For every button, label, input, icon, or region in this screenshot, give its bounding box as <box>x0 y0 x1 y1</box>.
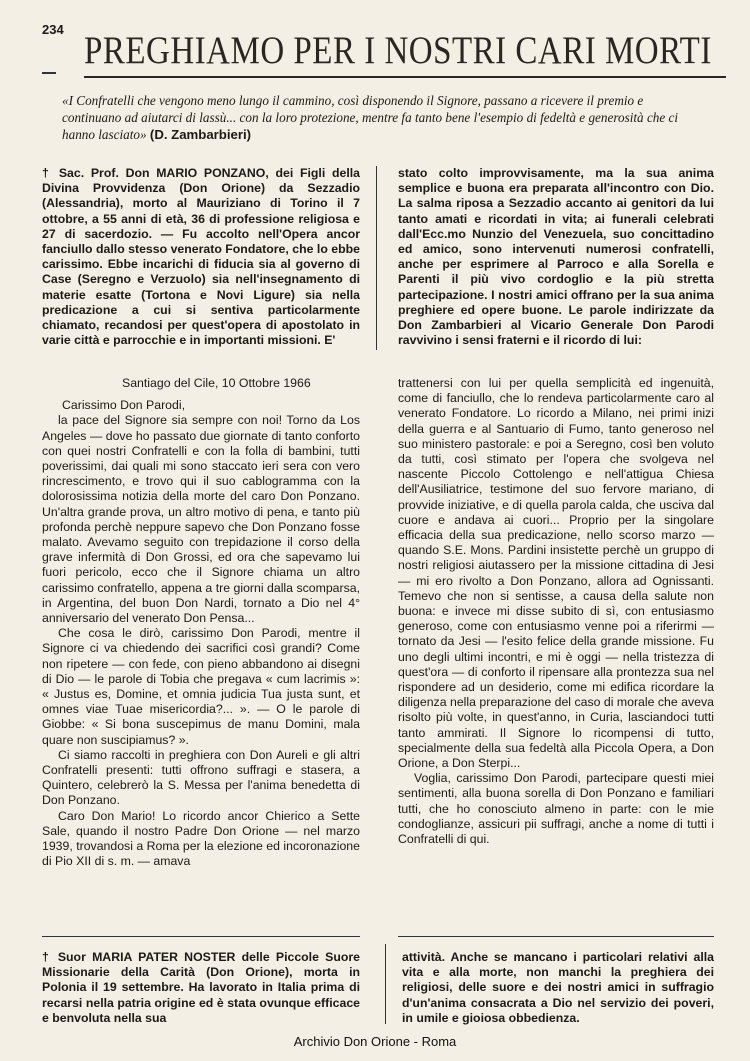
title-rule <box>84 76 726 78</box>
margin-dash <box>42 72 56 74</box>
letter-paragraph: Caro Don Mario! Lo ricordo ancor Chierico a Sette Sale, quando il nostro Padre Don Orione — nel marzo 1939, trovandosi a Roma per la elezione ed incoronazione di Pio XII di s. m. — amava <box>42 808 360 869</box>
section-rule-left <box>42 936 360 937</box>
letter-right-column <box>398 376 714 847</box>
letter-paragraph: Voglia, carissimo Don Parodi, partecipare questi miei sentimenti, alla buona sorella di Don Ponzano e familiari tutti, che ho conosciuto almeno in parte: con le mie condoglianze, assicuri pii suffragi, anche a nome di tutti i Confratelli di qui. <box>398 771 714 847</box>
letter-paragraph: trattenersi con lui per quella semplicità ed ingenuità, come di fanciullo, che lo rendeva particolarmente caro al venerato Fondatore. Lo ricordo a Milano, nei primi inizi della guerra e al Santuario di Fumo, tanto generoso nel suo ministero pastorale: e poi a Seregno, così ben voluto da tutti, così stimato per l'opera che svolgeva nel nascente Piccolo Cottolengo e nell'attigua Chiesa dell'Ausiliatrice, testimone del suo fervore mariano, di provvide iniziative, e di quella parola calda, che usciva dal cuore e andava ai cuori... Proprio per la singolare efficacia della sua predicazione, nello scorso marzo — quando S.E. Mons. Pardini insistette perchè un gruppo di nostri religiosi aiutassero per la missione cittadina di Jesi — mi ero rivolto a Don Ponzano, allora ad Ognissanti. Temevo che non si sentisse, a causa della salute non buona: e invece mi disse subito di sì, con entusiasmo generoso, come con entusiasmo venne poi a riferirmi — tornato da Jesi — l'esito felice della grande missione. Fu uno degli ultimi incontri, e mi è oggi — nella tristezza di quest'ora — di conforto il ripensare alla prontezza sua nel rispondere ad un desiderio, come mi edifica ricordare la diligenza nella preparazione del caso di morale che aveva risolto più volte, in quest'anno, in Curia, lasciandoci tutti tanto ammirati. Il Signore lo ricompensi di tutto, specialmente della sua fedeltà alla Piccola Opera, a Don Orione, a Don Sterpi... <box>398 376 714 771</box>
epigraph-text: «I Confratelli che vengono meno lungo il cammino, così disponendo il Signore, passano a ricevere il premio e continuano ad aiutarci di lassù... con la loro protezione, mentre fa tanto bene l'esempio di fedeltà e generosità che ci hanno lasciato» <box>62 93 679 142</box>
letter-salutation: Carissimo Don Parodi, <box>62 398 186 413</box>
column-divider-top <box>376 166 377 350</box>
ponzano-intro-right <box>398 166 714 348</box>
letter-paragraph: Ci siamo raccolti in preghiera con Don Aureli e gli altri Confratelli presenti: tutti offrono suffragi e stasera, a Quintero, celebrerò la S. Messa per l'anima benedetta di Don Ponzano. <box>42 747 360 808</box>
noster-right-text: attività. Anche se mancano i particolari relativi alla vita e alla morte, non manchi la preghiera dei religiosi, delle suore e dei nostri amici in suffragio d'un'anima consacrata a Dio nel servizio dei poveri, in umile e gioiosa obbedienza. <box>402 950 714 1025</box>
noster-right <box>402 950 714 1026</box>
page-number: 234 <box>42 22 64 37</box>
ponzano-intro-left <box>42 166 360 348</box>
letter-paragraph: la pace del Signore sia sempre con noi! Torno da Los Angeles — dove ho passato due giornate di tanto conforto con quei nostri Confratelli e con la folla di bambini, tutti poverissimi, dai quali mi sono staccato ieri sera con vero rincrescimento, e trovo qui il suo cablogramma con la dolorosissima notizia della morte del caro Don Ponzano. Un'altra grande prova, un altro motivo di pena, e tanto più profonda perchè neppure sapevo che Don Ponzano fosse malato. Avevamo seguito con trepidazione il corso della grave infermità di Don Grossi, ed ora che sapevamo lui fuori pericolo, ecco che il Signore chiama un altro carissimo confratello, appena a tre giorni dalla scomparsa, in Argentina, del buon Don Nardi, tornato a Dio nel 4° anniversario del venerato Don Pensa... <box>42 413 360 626</box>
letter-paragraph: Che cosa le dirò, carissimo Don Parodi, mentre il Signore ci va chiedendo dei sacrifici così grandi? Come non ripetere — con fede, con pieno abbandono ai disegni di Dio — le parole di Tobia che pregava « cum lacrimis »: « Justus es, Domine, et omnia judicia Tua justa sunt, et omnes viae Tuae misericordia?... ». — O le parole di Giobbe: « Si bona suscepimus de manu Domini, mala quare non suscipiamus? ». <box>42 626 360 747</box>
page-title: PREGHIAMO PER I NOSTRI CARI MORTI <box>84 30 712 73</box>
letter-left-column <box>42 376 360 870</box>
column-divider-bottom <box>385 944 386 1024</box>
letter-dateline: Santiago del Cile, 10 Ottobre 1966 <box>122 376 311 390</box>
noster-left-text: † Suor MARIA PATER NOSTER delle Piccole Suore Missionarie della Carità (Don Orione), morta in Polonia il 19 settembre. Ha lavorato in Italia prima di recarsi nella patria origine ed è stata ovunque efficace e benvoluta nella sua <box>42 950 360 1025</box>
epigraph-author: (D. Zambarbieri) <box>149 127 252 142</box>
ponzano-intro-cont-text: stato colto improvvisamente, ma la sua anima semplice e buona era preparata all'incontro con Dio. La salma riposa a Sezzadio accanto ai genitori da lui tanto amati e ricordati in vita; ai funerali celebrati dall'Ecc.mo Nunzio del Venezuela, suo concittadino ed amico, sono intervenuti numerosi confratelli, anche per esprimere al Parroco e alla Sorella e Parenti il più vivo cordoglio e la più stretta partecipazione. I nostri amici offrano per la sua anima preghiere ed opere buone. Le parole indirizzate da Don Zambarbieri al Vicario Generale Don Parodi ravvivino i sensi fraterni e il ricordo di lui: <box>398 166 714 348</box>
noster-left <box>42 950 360 1026</box>
archive-footer: Archivio Don Orione - Roma <box>293 1034 457 1049</box>
epigraph <box>62 92 696 143</box>
section-rule-right <box>398 936 714 937</box>
ponzano-intro-text: † Sac. Prof. Don MARIO PONZANO, dei Figli della Divina Provvidenza (Don Orione) da Sezzadio (Alessandria), morto al Mauriziano di Torino il 7 ottobre, a 55 anni di età, 36 di professione religiosa e 27 di sacerdozio. — Fu accolto nell'Opera ancor fanciullo dallo stesso venerato Fondatore, che lo ebbe carissimo. Ebbe incarichi di fiducia sia al governo di Case (Seregno e Verzuolo) sia nell'insegnamento di materie esatte (Tortona e Novi Ligure) sia nella predicazione a cui si sentiva particolarmente chiamato, recandosi per quest'opera di apostolato in varie città e parrocchie e in importanti missioni. E' <box>42 166 360 348</box>
